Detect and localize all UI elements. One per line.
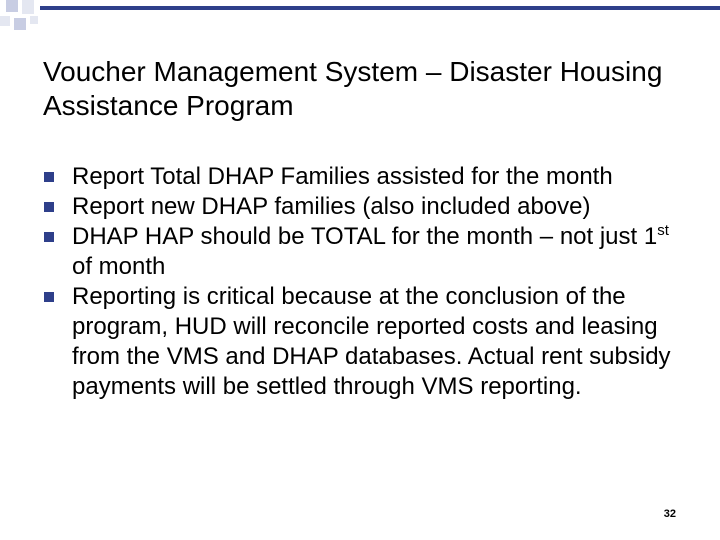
decor-square: [14, 18, 26, 30]
bullet-item: [0, 282, 690, 402]
bullet-text: Reporting is critical because at the conclusion of the program, HUD will reconcile reported costs and leasing from the VMS and DHAP databases. Actual rent subsidy payments will be settled through VMS reporting.: [72, 283, 671, 400]
square-bullet-icon: [44, 232, 54, 242]
bullet-item: [0, 162, 690, 192]
square-bullet-icon: [44, 292, 54, 302]
decor-square: [6, 0, 18, 12]
bullet-superscript: st: [657, 222, 669, 239]
bullet-text-end: of month: [72, 253, 166, 280]
decorative-header: [0, 0, 720, 40]
decor-square: [22, 0, 34, 14]
header-rule: [40, 6, 720, 10]
bullet-text: Report Total DHAP Families assisted for the month: [72, 163, 613, 190]
decor-square: [0, 16, 10, 26]
slide-title: Voucher Management System – Disaster Housing Assistance Program: [43, 56, 663, 121]
page-number: 32: [663, 508, 676, 520]
bullet-text: Report new DHAP families (also included above): [72, 193, 591, 220]
bullet-item: [0, 192, 690, 222]
square-bullet-icon: [44, 202, 54, 212]
square-bullet-icon: [44, 172, 54, 182]
bullet-item: [0, 222, 690, 282]
bullet-text-start: DHAP HAP should be TOTAL for the month – not just 1: [72, 223, 658, 250]
bullet-list: [0, 162, 690, 402]
decor-square: [30, 16, 38, 24]
